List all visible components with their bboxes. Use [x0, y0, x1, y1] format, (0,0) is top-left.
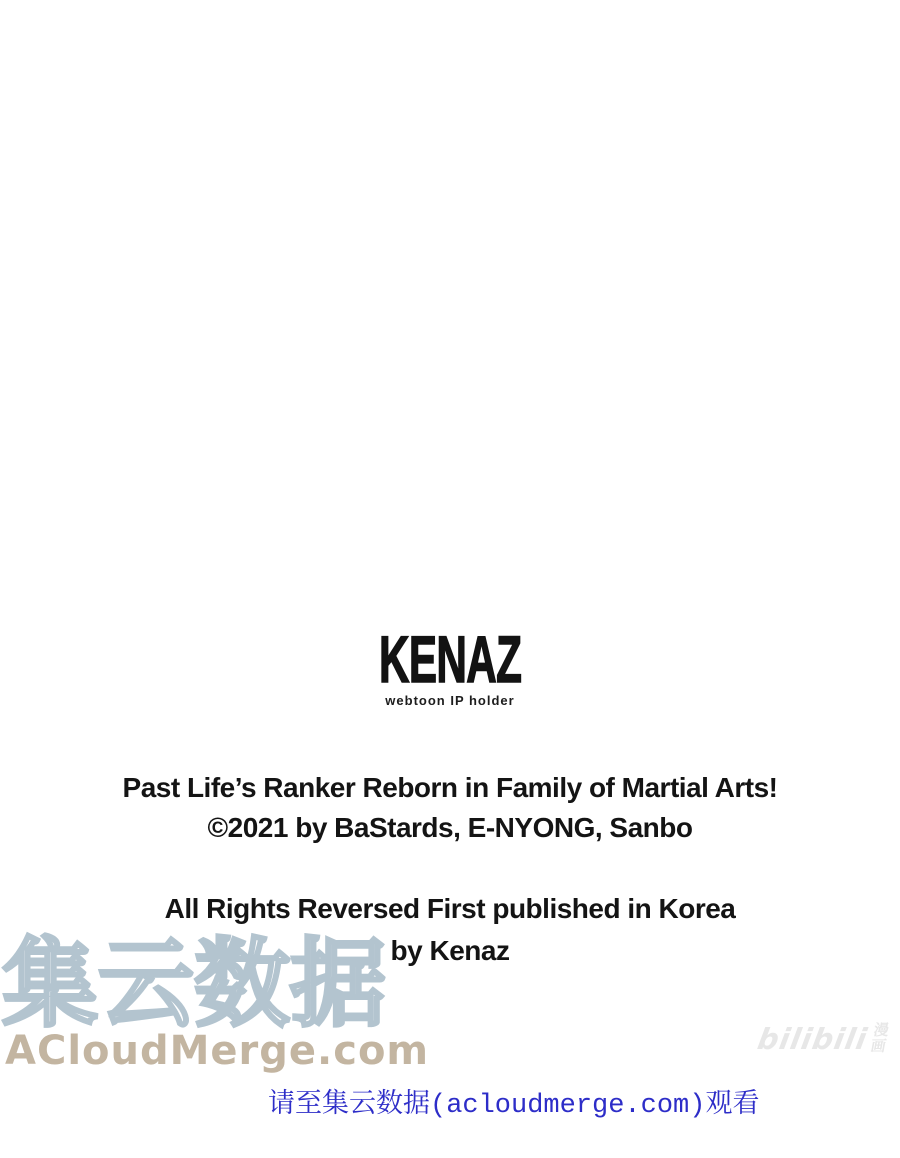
kenaz-logo — [0, 622, 900, 708]
credits-paragraph-copyright — [0, 768, 900, 848]
watermark-cn-brand: 集云数据 — [2, 928, 386, 1040]
watermark-notice-text: 请至集云数据(acloudmerge.com)观看 — [268, 1091, 760, 1121]
bilibili-manga-label — [869, 1023, 890, 1055]
rights-line: All Rights Reversed First published in Korea — [164, 893, 736, 924]
watermark-site-url: ACloudMerge.com — [5, 1028, 430, 1074]
bilibili-manga-char-bottom: 画 — [869, 1038, 888, 1055]
kenaz-logo-tagline: webtoon IP holder — [385, 693, 515, 708]
series-title-line: Past Life’s Ranker Reborn in Family of Martial Arts! — [122, 772, 778, 803]
bilibili-logo-text: bilibili — [755, 1022, 871, 1056]
watermark-bilibili — [755, 1022, 890, 1056]
kenaz-logo-text: KENAZ — [378, 622, 522, 696]
copyright-line: ©2021 by BaStards, E-NYONG, Sanbo — [207, 812, 693, 843]
bilibili-manga-char-top: 漫 — [872, 1022, 891, 1039]
publisher-line: by Kenaz — [390, 935, 510, 966]
